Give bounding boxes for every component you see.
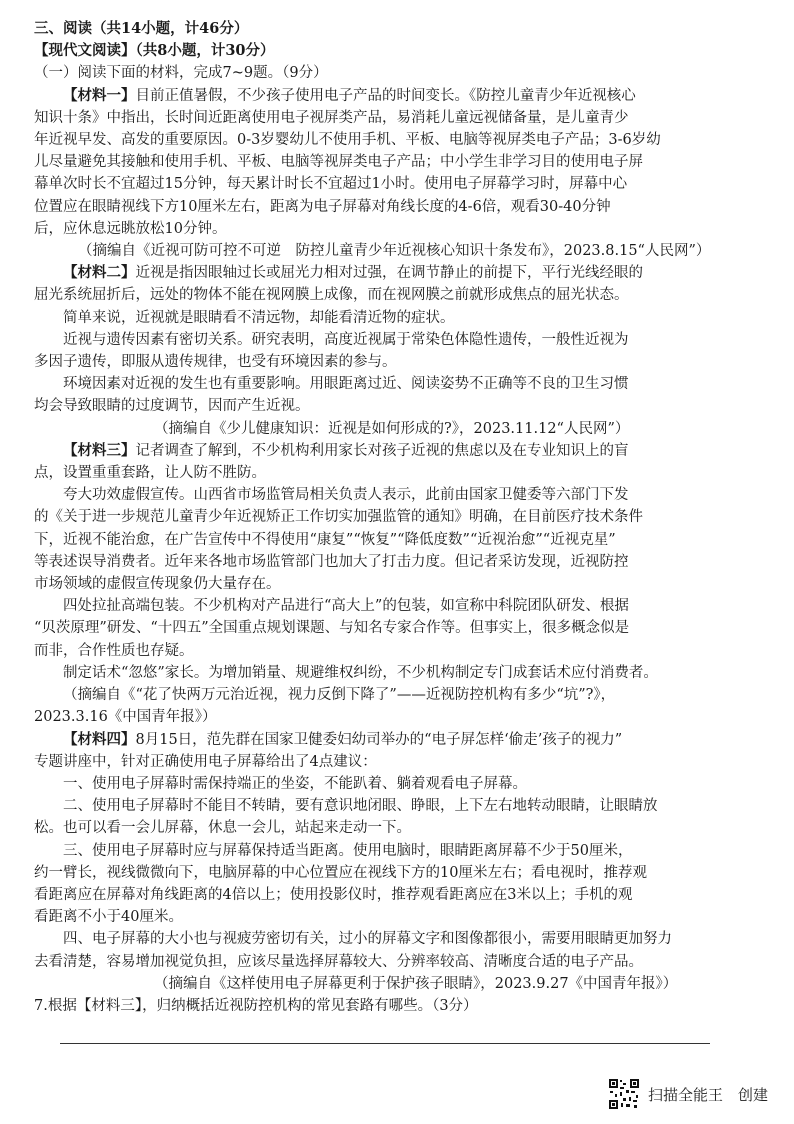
section-title: 三、阅读（共14小题，计46分） <box>34 20 249 37</box>
material-4-line: 看距离不小于40厘米。 <box>34 909 183 926</box>
material-1-line: 幕单次时长不宜超过15分钟，每天累计时长不宜超过1小时。使用电子屏幕学习时，屏幕中心 <box>34 176 628 193</box>
material-4-source: （摘编自《这样使用电子屏幕更利于保护孩子眼睛》，2023.9.27《中国青年报》） <box>154 975 678 992</box>
material-3-line: 等表述误导消费者。近年来各地市场监管部门也加大了打击力度。但记者采访发现，近视防控 <box>34 553 629 570</box>
material-2-line: 【材料二】近视是指因眼轴过长或屈光力相对过强，在调节静止的前提下，平行光线经眼的 <box>63 264 643 282</box>
material-4-line: 去看清楚，容易增加视觉负担，应该尽量选择屏幕较大、分辨率较高、清晰度合适的电子产品。 <box>34 953 643 970</box>
material-1-line: 知识十条》中指出，长时间近距离使用电子视屏类产品，易消耗儿童远视储备量，是儿童青少 <box>34 109 629 126</box>
question-7: 7.根据【材料三】，归纳概括近视防控机构的常见套路有哪些。（3分） <box>34 997 478 1014</box>
material-1-line: 【材料一】目前正值暑假，不少孩子使用电子产品的时间变长。《防控儿童青少年近视核心 <box>63 86 636 104</box>
material-4-line: 四、电子屏幕的大小也与视疲劳密切有关，过小的屏幕文字和图像都很小，需要用眼睛更加努力 <box>63 931 672 948</box>
material-3-line: 点，设置重重套路，让人防不胜防。 <box>34 465 266 482</box>
material-2-line: 环境因素对近视的发生也有重要影响。用眼距离过近、阅读姿势不正确等不良的卫生习惯 <box>63 376 629 393</box>
material-4-tag: 【材料四】 <box>63 730 136 748</box>
subsection-title: 【现代文阅读】（共8小题，计30分） <box>34 42 275 60</box>
material-4-line: 二、使用电子屏幕时不能目不转睛，要有意识地闭眼、睁眼，上下左右地转动眼睛，让眼睛放 <box>63 798 658 815</box>
material-3-tag: 【材料三】 <box>63 441 136 459</box>
material-3-line: 而非，合作性质也存疑。 <box>34 642 194 659</box>
material-3-line: “贝茨原理”研发、“十四五”全国重点规划课题、与知名专家合作等。但事实上，很多概念似是 <box>34 620 630 637</box>
material-2-line: 屈光系统屈折后，远处的物体不能在视网膜上成像，而在视网膜之前就形成焦点的屈光状态。 <box>34 287 629 304</box>
scanner-label: 扫描全能王 创建 <box>647 1085 768 1104</box>
material-1-line: 儿尽量避免其接触和使用手机、平板、电脑等视屏类电子产品；中小学生非学习目的使用电子屏 <box>34 154 643 171</box>
material-4-line: 三、使用电子屏幕时应与屏幕保持适当距离。使用电脑时，眼睛距离屏幕不少于50厘米， <box>63 842 633 859</box>
material-1-tag: 【材料一】 <box>63 86 136 104</box>
material-3-line: 四处拉扯高端包装。不少机构对产品进行“高大上”的包装，如宣称中科院团队研发、根据 <box>63 598 629 615</box>
material-4-line: 一、使用电子屏幕时需保持端正的坐姿，不能趴着、躺着观看电子屏幕。 <box>63 775 527 792</box>
qr-code-icon <box>608 1078 640 1110</box>
material-3-source: （摘编自《“花了快两万元治近视，视力反倒下降了”——近视防控机构有多少“坑”?》， <box>63 687 616 704</box>
material-4-line: 专题讲座中，针对正确使用电子屏幕给出了4点建议： <box>34 753 377 770</box>
material-2-line: 近视与遗传因素有密切关系。研究表明，高度近视属于常染色体隐性遗传，一般性近视为 <box>63 331 629 348</box>
material-3-source: 2023.3.16《中国青年报》） <box>34 709 217 726</box>
material-1-line: 年近视早发、高发的重要原因。0-3岁婴幼儿不使用手机、平板、电脑等视屏类电子产品；3-6岁幼 <box>34 132 661 149</box>
material-3-line: 夸大功效虚假宣传。山西省市场监管局相关负责人表示，此前由国家卫健委等六部门下发 <box>63 487 629 504</box>
material-1-source: （摘编自《近视可防可控不可逆 防控儿童青少年近视核心知识十条发布》，2023.8.15“人民网”） <box>78 243 711 260</box>
material-2-line: 简单来说，近视就是眼睛看不清远物，却能看清近物的症状。 <box>63 309 455 326</box>
material-2-line: 均会导致眼睛的过度调节，因而产生近视。 <box>34 398 310 415</box>
material-4-line: 松。也可以看一会儿屏幕，休息一会儿，站起来走动一下。 <box>34 820 411 837</box>
material-2-tag: 【材料二】 <box>63 264 136 282</box>
material-3-line: 市场领域的虚假宣传现象仍大量存在。 <box>34 576 281 593</box>
material-3-line: 【材料三】记者调查了解到，不少机构利用家长对孩子近视的焦虑以及在专业知识上的盲 <box>63 441 629 459</box>
material-4-line: 约一臂长，视线微微向下，电脑屏幕的中心位置应在视线下方的10厘米左右；看电视时，推荐观 <box>34 864 647 881</box>
material-3-line: 的《关于进一步规范儿童青少年近视矫正工作切实加强监管的通知》明确，在目前医疗技术条件 <box>34 509 643 526</box>
material-2-source: （摘编自《少儿健康知识：近视是如何形成的?》，2023.11.12“人民网”） <box>154 420 630 437</box>
part-instruction: （一）阅读下面的材料，完成7~9题。（9分） <box>34 65 328 82</box>
material-1-line: 位置应在眼睛视线下方10厘米左右，距离为电子屏幕对角线长度的4-6倍，观看30-40分钟 <box>34 198 611 215</box>
material-4-line: 【材料四】8月15日，范先群在国家卫健委妇幼司举办的“电子屏怎样‘偷走’孩子的视力” <box>63 730 623 748</box>
material-1-line: 后，应休息远眺放松10分钟。 <box>34 220 227 237</box>
material-2-line: 多因子遗传，即服从遗传规律，也受有环境因素的参与。 <box>34 354 397 371</box>
material-3-line: 下，近视不能治愈，在广告宣传中不得使用“康复”“恢复”“降低度数”“近视治愈”“近视克星” <box>34 531 616 548</box>
scanner-watermark <box>608 1078 768 1110</box>
exam-page <box>34 18 764 1017</box>
material-3-line: 制定话术“忽悠”家长。为增加销量、规避维权纠纷，不少机构制定专门成套话术应付消费者。 <box>63 664 658 681</box>
material-4-line: 看距离应在屏幕对角线距离的4倍以上；使用投影仪时，推荐观看距离应在3米以上；手机的观 <box>34 886 633 903</box>
answer-line <box>60 1043 710 1044</box>
